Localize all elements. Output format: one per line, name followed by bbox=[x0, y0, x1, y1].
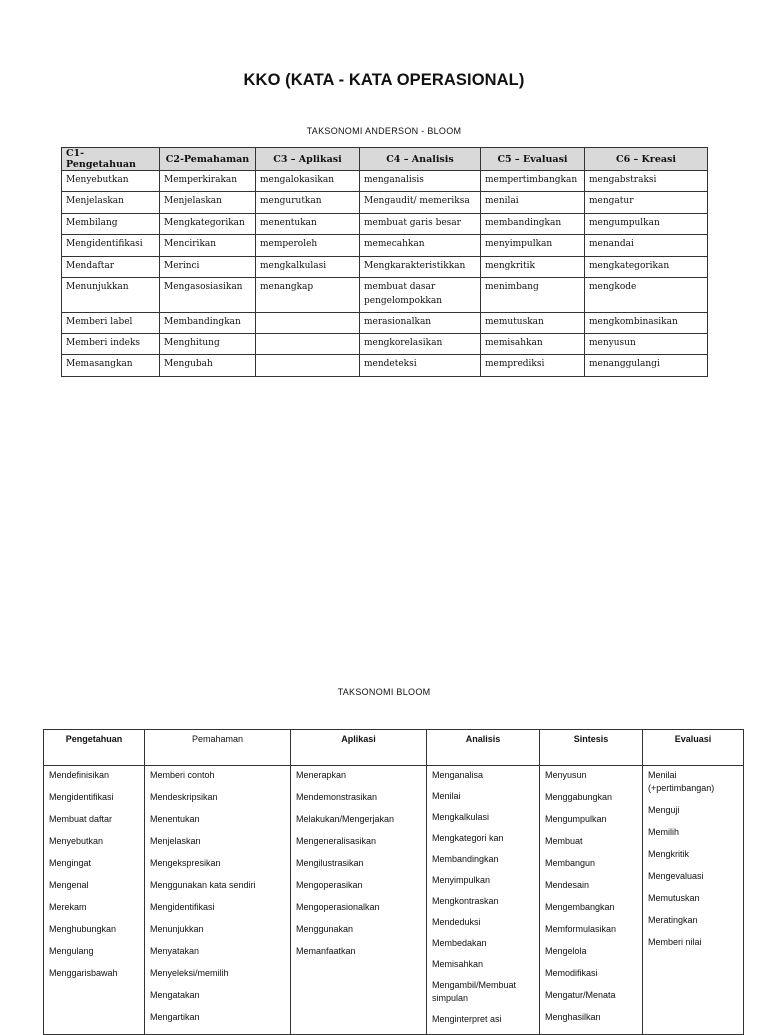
list-item: Melakukan/Mengerjakan bbox=[296, 814, 395, 824]
table-cell: mengkategorikan bbox=[585, 257, 708, 278]
list-item: Mengambil/Membuat simpulan bbox=[432, 980, 517, 1003]
list-item: Mendeskripsikan bbox=[150, 792, 218, 802]
list-item: Memberi nilai bbox=[648, 937, 702, 947]
list-item: Memformulasikan bbox=[545, 924, 617, 934]
header-analisis: Analisis bbox=[427, 730, 540, 766]
table-cell: memprediksi bbox=[481, 355, 585, 377]
list-item: Mengekspresikan bbox=[150, 858, 221, 868]
list-item: Menyusun bbox=[545, 770, 587, 780]
list-item: Memodifikasi bbox=[545, 968, 598, 978]
column-sintesis bbox=[540, 766, 643, 1035]
table-cell: Memberi label bbox=[62, 313, 160, 334]
list-item: Membedakan bbox=[432, 938, 487, 948]
table-cell: mengkalkulasi bbox=[256, 257, 360, 278]
list-item: Menilai bbox=[432, 791, 461, 801]
list-item: Mendeduksi bbox=[432, 917, 481, 927]
list-item: Membangun bbox=[545, 858, 596, 868]
list-item: Mengilustrasikan bbox=[296, 858, 364, 868]
list-item: Mengartikan bbox=[150, 1012, 200, 1022]
anderson-bloom-table bbox=[61, 147, 708, 377]
table-cell: mengumpulkan bbox=[585, 214, 708, 235]
page-title: KKO (KATA - KATA OPERASIONAL) bbox=[243, 71, 525, 89]
list-item: Menunjukkan bbox=[150, 924, 204, 934]
table-cell: Menunjukkan bbox=[62, 278, 160, 313]
table-cell: mengalokasikan bbox=[256, 171, 360, 192]
table-cell: memecahkan bbox=[360, 235, 481, 257]
list-item: Memisahkan bbox=[432, 959, 484, 969]
list-item: Menganalisa bbox=[432, 770, 484, 780]
table-cell: menimbang bbox=[481, 278, 585, 313]
table-cell: mengatur bbox=[585, 192, 708, 214]
table-cell: Memberi indeks bbox=[62, 334, 160, 355]
table-cell: merasionalkan bbox=[360, 313, 481, 334]
table-cell: mengkorelasikan bbox=[360, 334, 481, 355]
list-item: Mengoperasikan bbox=[296, 880, 363, 890]
table-cell: membuat garis besar bbox=[360, 214, 481, 235]
list-item: Menginterpret asi bbox=[432, 1014, 502, 1024]
anderson-table-body bbox=[62, 171, 708, 377]
header-c6: C6 – Kreasi bbox=[585, 148, 708, 171]
list-item: Mengkontraskan bbox=[432, 896, 499, 906]
list-item: Mengidentifikasi bbox=[150, 902, 215, 912]
header-c2: C2-Pemahaman bbox=[160, 148, 256, 171]
list-item: Menggabungkan bbox=[545, 792, 613, 802]
table-cell: Menjelaskan bbox=[160, 192, 256, 214]
header-aplikasi: Aplikasi bbox=[291, 730, 427, 766]
column-analisis bbox=[427, 766, 540, 1035]
table-cell: Memasangkan bbox=[62, 355, 160, 377]
list-item: Mengembangkan bbox=[545, 902, 615, 912]
table-cell: Mengkategorikan bbox=[160, 214, 256, 235]
table-cell: Membandingkan bbox=[160, 313, 256, 334]
table-cell: Mendaftar bbox=[62, 257, 160, 278]
list-item: Mengatur/Menata bbox=[545, 990, 616, 1000]
list-item: Menjelaskan bbox=[150, 836, 201, 846]
list-item: Mendemonstrasikan bbox=[296, 792, 378, 802]
table-row bbox=[44, 766, 744, 1035]
list-item: Merekam bbox=[49, 902, 87, 912]
list-item: Mengoperasionalkan bbox=[296, 902, 380, 912]
list-item: Mengulang bbox=[49, 946, 94, 956]
header-c3: C3 – Aplikasi bbox=[256, 148, 360, 171]
table-cell: memisahkan bbox=[481, 334, 585, 355]
table-cell: mengkritik bbox=[481, 257, 585, 278]
list-item: Menggarisbawah bbox=[49, 968, 118, 978]
column-evaluasi bbox=[643, 766, 744, 1035]
table-cell: Mengaudit/ memeriksa bbox=[360, 192, 481, 214]
list-item: Mengidentifikasi bbox=[49, 792, 114, 802]
table-cell: memperoleh bbox=[256, 235, 360, 257]
table-cell: Menghitung bbox=[160, 334, 256, 355]
list-item: Menyatakan bbox=[150, 946, 200, 956]
list-item: Menentukan bbox=[150, 814, 200, 824]
table-cell: menyusun bbox=[585, 334, 708, 355]
table-header-row bbox=[62, 148, 708, 171]
header-c5: C5 – Evaluasi bbox=[481, 148, 585, 171]
column-aplikasi bbox=[291, 766, 427, 1035]
list-item: Menyebutkan bbox=[49, 836, 104, 846]
table-cell bbox=[256, 334, 360, 355]
list-item: Mengkritik bbox=[648, 849, 690, 859]
table-cell: mengkombinasikan bbox=[585, 313, 708, 334]
table-cell: menangkap bbox=[256, 278, 360, 313]
table-cell: menilai bbox=[481, 192, 585, 214]
table-row bbox=[62, 313, 708, 334]
list-item: Menyeleksi/memilih bbox=[150, 968, 229, 978]
table-cell: Mengidentifikasi bbox=[62, 235, 160, 257]
table-cell bbox=[256, 313, 360, 334]
list-item: Menilai (+pertimbangan) bbox=[648, 770, 715, 793]
table-cell: menanggulangi bbox=[585, 355, 708, 377]
list-item: Menghasilkan bbox=[545, 1012, 601, 1022]
table-row bbox=[62, 192, 708, 214]
table-cell: mengabstraksi bbox=[585, 171, 708, 192]
header-pengetahuan: Pengetahuan bbox=[44, 730, 145, 766]
header-pemahaman: Pemahaman bbox=[145, 730, 291, 766]
list-item: Memanfaatkan bbox=[296, 946, 356, 956]
list-item: Mengingat bbox=[49, 858, 92, 868]
table-cell: Mengasosiasikan bbox=[160, 278, 256, 313]
table-cell: mengkode bbox=[585, 278, 708, 313]
list-item: Mendesain bbox=[545, 880, 590, 890]
table-cell: mempertimbangkan bbox=[481, 171, 585, 192]
list-item: Mengumpulkan bbox=[545, 814, 607, 824]
table-row bbox=[62, 214, 708, 235]
table-cell: Mengkarakteristikkan bbox=[360, 257, 481, 278]
table-cell: Membilang bbox=[62, 214, 160, 235]
list-item: Mengenal bbox=[49, 880, 89, 890]
list-item: Membuat bbox=[545, 836, 583, 846]
table-row bbox=[62, 278, 708, 313]
table-cell: Mengubah bbox=[160, 355, 256, 377]
list-item: Mengelola bbox=[545, 946, 587, 956]
table-cell: Menyebutkan bbox=[62, 171, 160, 192]
table-cell: membuat dasar pengelompokkan bbox=[360, 278, 481, 313]
list-item: Mengkategori kan bbox=[432, 833, 504, 843]
column-pengetahuan bbox=[44, 766, 145, 1035]
list-item: Membuat daftar bbox=[49, 814, 113, 824]
table-cell: Merinci bbox=[160, 257, 256, 278]
list-item: Mengevaluasi bbox=[648, 871, 704, 881]
list-item: Meratingkan bbox=[648, 915, 698, 925]
list-item: Menggunakan kata sendiri bbox=[150, 880, 256, 890]
column-pemahaman bbox=[145, 766, 291, 1035]
header-evaluasi: Evaluasi bbox=[643, 730, 744, 766]
table-cell: membandingkan bbox=[481, 214, 585, 235]
list-item: Mengatakan bbox=[150, 990, 200, 1000]
table-cell: menentukan bbox=[256, 214, 360, 235]
table-row bbox=[62, 171, 708, 192]
list-item: Mengeneralisasikan bbox=[296, 836, 377, 846]
bloom-table bbox=[43, 729, 744, 1035]
list-item: Memilih bbox=[648, 827, 680, 837]
table-cell: memutuskan bbox=[481, 313, 585, 334]
list-item: Mendefinisikan bbox=[49, 770, 110, 780]
table-cell bbox=[256, 355, 360, 377]
list-item: Menggunakan bbox=[296, 924, 354, 934]
table-row bbox=[62, 235, 708, 257]
list-item: Membandingkan bbox=[432, 854, 499, 864]
header-c1: C1- Pengetahuan bbox=[62, 148, 160, 171]
table-cell: mengurutkan bbox=[256, 192, 360, 214]
list-item: Mengkalkulasi bbox=[432, 812, 490, 822]
table-row bbox=[62, 334, 708, 355]
list-item: Menyimpulkan bbox=[432, 875, 491, 885]
anderson-bloom-caption: TAKSONOMI ANDERSON - BLOOM bbox=[306, 126, 462, 136]
table-cell: mendeteksi bbox=[360, 355, 481, 377]
table-cell: menganalisis bbox=[360, 171, 481, 192]
table-cell: menyimpulkan bbox=[481, 235, 585, 257]
table-row bbox=[62, 257, 708, 278]
header-sintesis: Sintesis bbox=[540, 730, 643, 766]
list-item: Menerapkan bbox=[296, 770, 347, 780]
table-cell: Mencirikan bbox=[160, 235, 256, 257]
table-cell: Menjelaskan bbox=[62, 192, 160, 214]
list-item: Memberi contoh bbox=[150, 770, 215, 780]
list-item: Memutuskan bbox=[648, 893, 700, 903]
header-c4: C4 – Analisis bbox=[360, 148, 481, 171]
table-cell: Memperkirakan bbox=[160, 171, 256, 192]
table-cell: menandai bbox=[585, 235, 708, 257]
table-header-row bbox=[44, 730, 744, 766]
list-item: Menguji bbox=[648, 805, 680, 815]
list-item: Menghubungkan bbox=[49, 924, 117, 934]
bloom-caption: TAKSONOMI BLOOM bbox=[337, 687, 431, 697]
table-row bbox=[62, 355, 708, 377]
